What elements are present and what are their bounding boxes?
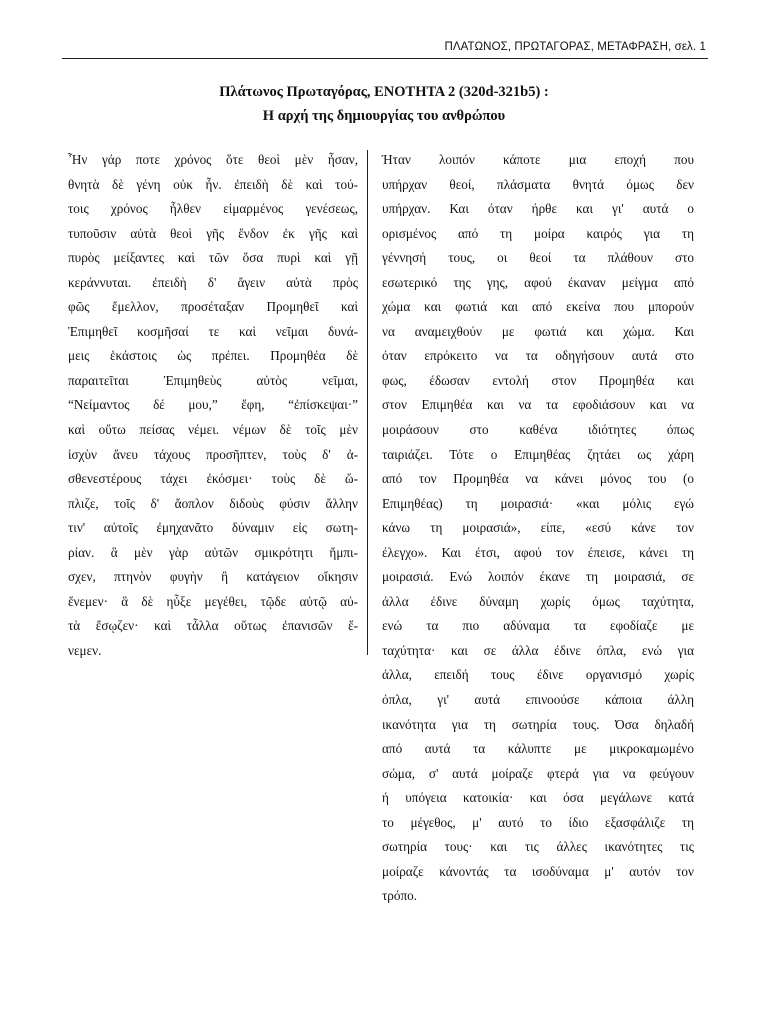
translation-text-line: να αναμειχθούν με φωτιά και χώμα. Και <box>382 323 694 339</box>
original-text-line: νεμεν. <box>68 642 102 658</box>
original-text-line: φῶς ἔμελλον, προσέταξαν Προμηθεῖ καὶ <box>68 299 358 315</box>
translation-text-line: από αυτά τα κάλυπτε με μικροκαμωμένο <box>382 741 694 757</box>
document-title <box>0 80 768 128</box>
original-text-line: καὶ οὕτω πείσας νέμει. νέμων δὲ τοῖς μὲν <box>68 422 358 438</box>
translation-text-line: άλλα, επειδή τους έδινε οργανισμό χωρίς <box>382 667 694 683</box>
title-line-1: Πλάτωνος Πρωταγόρας, ΕΝΟΤΗΤΑ 2 (320d-321b5) : <box>219 84 549 100</box>
original-text-line: ἰσχὺν ἄνευ τάχους προσῆπτεν, τοὺς δ' ἀ- <box>68 446 358 462</box>
translation-text-line: το μέγεθος, μ' αυτό το ίδιο εξασφάλιζε τη <box>382 814 694 830</box>
original-text-line: πυρὸς μείξαντες καὶ τῶν ὅσα πυρὶ καὶ γῇ <box>68 250 358 266</box>
translation-text-line: από τον Προμηθέα να κάνει μόνος του (ο <box>382 471 694 487</box>
translation-text-line: Επιμηθέας) τη μοιρασιά· «και μόλις εγώ <box>382 495 694 511</box>
translation-text-line: υπήρχαν. Και όταν ήρθε και γι' αυτά ο <box>382 201 694 217</box>
translation-text-line: γέννησή τους, οι θεοί τα πλάθουν στο <box>382 250 694 266</box>
original-text-line: παραιτεῖται Ἐπιμηθεὺς αὐτὸς νεῖμαι, <box>68 372 358 388</box>
translation-text-line: Ήταν λοιπόν κάποτε μια εποχή που <box>382 152 694 167</box>
translation-text-line: ταχύτητα· και σε άλλα έδινε όπλα, ενώ για <box>382 642 694 658</box>
original-text-line: θνητὰ δὲ γένη οὐκ ἦν. ἐπειδὴ δὲ καὶ τού- <box>68 176 358 192</box>
translation-text-line: εσωτερικό της γης, αφού έκαναν μείγμα από <box>382 274 694 290</box>
translation-text-line: έλεγχο». Και έτσι, αφού τον έπεισε, κάνει τη <box>382 544 694 560</box>
original-text-line: Ἐπιμηθεῖ κοσμῆσαί τε καὶ νεῖμαι δυνά- <box>68 323 358 339</box>
original-text-line: “Νείμαντος δέ μου,” ἔφη, “ἐπίσκεψαι·” <box>68 397 358 413</box>
translation-text-line: όταν επρόκειτο να τα οδηγήσουν αυτά στο <box>382 348 694 364</box>
translation-text-line: χώμα και φωτιά και από εκείνα που μπορούν <box>382 299 694 315</box>
translation-text-line: στον Επιμηθέα και να τα εφοδιάσουν και να <box>382 397 694 413</box>
original-text-line: μεις ἑκάστοις ὡς πρέπει. Προμηθέα δὲ <box>68 348 358 364</box>
translation-text-line: σώμα, σ' αυτά μοίραζε φτερά για να φεύγουν <box>382 765 694 781</box>
original-text-line: σχεν, πτηνὸν φυγὴν ἢ κατάγειον οἴκησιν <box>68 569 358 585</box>
running-head: ΠΛΑΤΩΝΟΣ, ΠΡΩΤΑΓΟΡΑΣ, ΜΕΤΑΦΡΑΣΗ, σελ. 1 <box>444 41 706 53</box>
original-greek-column <box>68 148 358 663</box>
translation-column <box>382 148 694 909</box>
title-line-2: Η αρχή της δημιουργίας του ανθρώπου <box>262 108 506 124</box>
translation-text-line: σωτηρία τους· και τις άλλες ικανότητες τις <box>382 839 694 855</box>
translation-text-line: ικανότητα για τη σωτηρία τους. Όσα δηλαδή <box>382 716 694 732</box>
original-text-line: σθενεστέρους τάχει ἐκόσμει· τοὺς δὲ ὥ- <box>68 471 358 487</box>
original-text-line: ρίαν. ἃ μὲν γὰρ αὐτῶν σμικρότητι ἤμπι- <box>68 544 358 560</box>
translation-text-line: ή υπόγεια κατοικία· και όσα μεγάλωνε κατά <box>382 790 694 806</box>
original-text-line: ἔνεμεν· ἃ δὲ ηὖξε μεγέθει, τῷδε αὐτῷ αὐ- <box>68 593 358 609</box>
header-rule <box>62 58 708 59</box>
translation-text-line: ενώ τα πιο αδύναμα τα εφοδίαζε με <box>382 618 694 634</box>
original-text-line: τυποῦσιν αὐτὰ θεοὶ γῆς ἔνδον ἐκ γῆς καὶ <box>68 225 358 241</box>
translation-text-line: μοιράσουν στο καθένα ιδιότητες όπως <box>382 422 694 438</box>
translation-text-line: μοιρασιά. Ενώ λοιπόν έκανε τη μοιρασιά, σε <box>382 569 694 585</box>
original-text-line: Ἦν γάρ ποτε χρόνος ὅτε θεοὶ μὲν ἦσαν, <box>68 152 358 167</box>
translation-text-line: ορισμένος από τη μοίρα καιρός για τη <box>382 225 694 241</box>
translation-text-line: φως, έδωσαν εντολή στον Προμηθέα και <box>382 372 694 388</box>
translation-text-line: κάνω τη μοιρασιά», είπε, «εσύ κάνε τον <box>382 520 694 536</box>
translation-text-line: τρόπο. <box>382 888 418 904</box>
column-divider <box>367 150 368 655</box>
original-text-line: τοις χρόνος ἦλθεν εἱμαρμένος γενέσεως, <box>68 201 358 217</box>
translation-text-line: ταιριάζει. Τότε ο Επιμηθέας ζητάει ως χάρη <box>382 446 694 462</box>
translation-text-line: άλλα έδινε δύναμη χωρίς όμως ταχύτητα, <box>382 593 694 609</box>
translation-text-line: υπήρχαν θεοί, πλάσματα θνητά όμως δεν <box>382 176 694 192</box>
original-text-line: κεράννυται. ἐπειδὴ δ' ἄγειν αὐτὰ πρὸς <box>68 274 358 290</box>
original-text-line: τιν' αὐτοῖς ἐμηχανᾶτο δύναμιν εἰς σωτη- <box>68 520 358 536</box>
original-text-line: πλιζε, τοῖς δ' ἄοπλον διδοὺς φύσιν ἄλλην <box>68 495 358 511</box>
translation-text-line: μοίραζε κάνοντάς τα ισοδύναμα μ' αυτόν τον <box>382 863 694 879</box>
translation-text-line: όπλα, γι' αυτά επινοούσε κάποια άλλη <box>382 692 694 708</box>
original-text-line: τὰ ἔσῳζεν· καὶ τἆλλα οὕτως ἐπανισῶν ἔ- <box>68 618 358 634</box>
